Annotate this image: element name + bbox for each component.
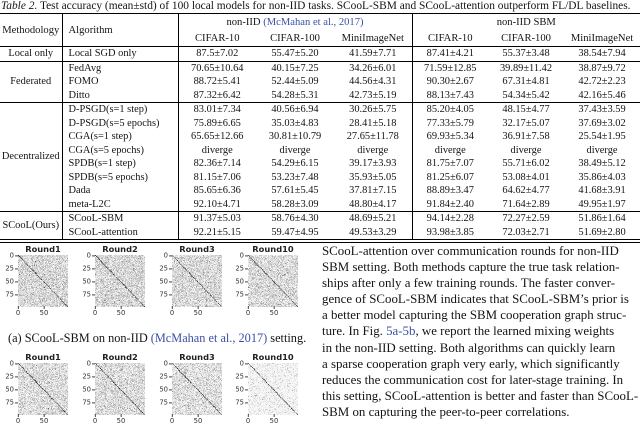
x-tick-label: 50 [193,309,203,317]
accuracy-cell: 54.28±5.31 [271,89,319,101]
accuracy-cell: 72.27±2.59 [488,212,564,226]
mixing-weights-heatmap [18,255,68,307]
algorithm-cell: meta-L2C [62,198,178,212]
panel-title: Round2 [102,244,138,254]
table-row [0,117,640,131]
y-tick-label: 75 [232,290,244,298]
accuracy-cell: 49.95±1.97 [578,198,626,210]
y-tick-label: 25 [2,372,14,380]
y-tick-label: 75 [79,398,91,406]
mixing-weights-heatmap [248,363,298,415]
accuracy-cell: 65.65±12.66 [191,131,244,142]
body-text-line [322,307,640,323]
mixing-weights-heatmap [95,255,145,307]
accuracy-cell: 81.15±7.06 [193,171,241,183]
y-tick-label: 50 [232,277,244,285]
text-span: a better model capturing the SBM cooperation graph struc- [322,308,627,323]
table-caption [1,0,640,12]
accuracy-cell: 37.81±7.15 [334,184,412,198]
table-row [0,61,640,75]
x-tick-label: 0 [92,309,98,317]
y-tick-label: 0 [2,359,14,367]
accuracy-cell: 35.93±5.05 [334,171,412,185]
dataset-header: CIFAR-10 [178,30,256,47]
accuracy-cell: 36.91±7.58 [502,131,550,142]
heatmap-panel [232,352,298,425]
text-span: in the non-IID setting. Both algorithms can quickly learn [322,340,616,355]
body-text-line [322,259,640,275]
accuracy-cell: 34.26±6.01 [334,61,412,75]
x-tick-label: 50 [269,417,279,425]
y-tick-label: 25 [79,264,91,272]
results-table-body [0,47,640,240]
accuracy-cell: 30.81±10.79 [268,131,322,142]
y-tick-label: 50 [156,385,168,393]
accuracy-cell: 88.13±7.43 [426,89,474,101]
heatmap-panel [232,244,298,317]
text-span: a sparse cooperation graph very early, which significantly [322,356,620,371]
body-text-line [322,388,640,404]
accuracy-cell: 70.65±10.64 [178,61,256,75]
accuracy-cell: 82.36±7.14 [193,158,241,169]
mixing-weights-heatmap [18,363,68,415]
algorithm-cell: FedAvg [62,61,178,75]
algorithm-cell: SCooL-attention [62,226,178,240]
x-tick-label: 0 [15,417,21,425]
accuracy-cell: 57.61±5.45 [271,185,319,196]
citation-link[interactable]: 5a-5b [386,324,416,339]
y-tick-label: 0 [232,359,244,367]
accuracy-cell: 88.89±3.47 [426,185,474,196]
accuracy-cell: diverge [279,144,311,156]
accuracy-cell: 87.41±4.21 [412,47,488,62]
body-text-line [322,291,640,307]
accuracy-cell: 92.21±5.15 [193,226,241,238]
accuracy-cell: 85.65±6.36 [193,185,241,196]
accuracy-cell: 58.76±4.30 [256,212,334,226]
table-row [0,198,640,212]
accuracy-cell: 35.03±4.83 [271,117,319,129]
y-tick-label: 0 [2,251,14,259]
accuracy-cell: 81.75±7.07 [426,158,474,169]
accuracy-cell: 71.64±2.89 [502,198,550,210]
accuracy-cell: 38.49±5.12 [578,158,626,169]
table-row [0,89,640,103]
accuracy-cell: 88.72±5.41 [193,76,241,87]
table-caption-text: Test accuracy (mean±std) of 100 local models for non-IID tasks. SCooL-SBM and SCooL-attention outperform FL/DL baselines. [37,0,631,12]
accuracy-cell: 27.65±11.78 [334,130,412,144]
y-tick-label: 25 [232,372,244,380]
methodology-cell: SCooL(Ours) [0,212,62,240]
heatmap-panel [79,244,145,317]
accuracy-cell: 87.32±6.42 [193,89,241,101]
text-span: non-IID [226,16,264,28]
heatmap-panel [2,244,68,317]
y-tick-label: 0 [156,251,168,259]
accuracy-cell: 48.15±4.77 [488,103,564,117]
accuracy-cell: 38.54±7.94 [564,47,640,62]
text-span: ture. In Fig. [322,324,387,339]
body-text-line [322,372,640,388]
text-span: SCooL-attention over communication rounds for non-IID [322,244,619,258]
accuracy-cell: 53.08±4.01 [502,171,550,183]
accuracy-cell: 42.16±5.46 [578,89,626,101]
body-text-line [322,356,640,372]
table-caption-label: Table 2. [1,0,38,12]
results-table-wrapper [0,13,640,243]
panel-title: Round10 [252,244,294,254]
accuracy-cell: diverge [201,144,233,156]
panel-title: Round3 [179,352,215,362]
panel-title: Round1 [25,352,61,362]
dataset-header: MiniImageNet [334,30,412,47]
table-row [0,212,640,226]
body-text-line [322,275,640,291]
table-row [0,184,640,198]
heatmap-panel [79,352,145,425]
accuracy-cell: 42.73±5.19 [334,89,412,103]
accuracy-cell: 92.10±4.71 [193,198,241,210]
accuracy-cell: 40.56±6.94 [256,103,334,117]
accuracy-cell: 87.5±7.02 [178,47,256,62]
mixing-weights-heatmap [248,255,298,307]
panel-title: Round3 [179,244,215,254]
y-tick-label: 25 [2,264,14,272]
y-tick-label: 25 [156,372,168,380]
accuracy-cell: diverge [586,144,618,156]
x-tick-label: 0 [245,417,251,425]
accuracy-cell: 77.33±5.79 [426,117,474,129]
table-row [0,130,640,144]
table-row [0,144,640,158]
accuracy-cell: 40.15±7.25 [256,61,334,75]
accuracy-cell: 72.03±2.71 [502,226,550,238]
y-tick-label: 75 [232,398,244,406]
accuracy-cell: 75.89±6.65 [193,117,241,129]
accuracy-cell: 48.69±5.21 [334,212,412,226]
accuracy-cell: 51.69±2.80 [578,226,626,238]
y-tick-label: 50 [79,277,91,285]
dataset-header: CIFAR-10 [412,30,488,47]
body-text-line [322,404,640,420]
y-tick-label: 0 [232,251,244,259]
accuracy-cell: 39.17±3.93 [334,157,412,171]
accuracy-cell: 32.17±5.07 [502,117,550,129]
table-row [0,157,640,171]
algorithm-cell: Ditto [62,89,178,103]
group-header-noniid-sbm [412,14,640,31]
accuracy-cell: 54.29±6.15 [271,158,319,169]
body-text-line [322,243,640,259]
accuracy-cell: 85.20±4.05 [412,103,488,117]
text-span: (a) SCooL-SBM on non-IID [8,331,151,345]
x-tick-label: 50 [39,417,49,425]
accuracy-cell: 48.80±4.17 [334,198,412,212]
accuracy-cell: 83.01±7.34 [178,103,256,117]
figure-row-sbm-noniid-sbm [0,352,320,432]
text-span: ships after only a few training rounds. The faster conver- [322,276,616,291]
accuracy-cell: 94.14±2.28 [412,212,488,226]
algorithm-cell: CGA(s=1 step) [62,130,178,144]
accuracy-cell: 44.56±4.31 [334,75,412,89]
accuracy-cell: 69.93±5.34 [426,131,474,142]
methodology-cell: Federated [0,61,62,103]
accuracy-cell: 81.25±6.07 [426,171,474,183]
accuracy-cell: 49.53±3.29 [334,226,412,240]
algorithm-cell: D-PSGD(s=1 step) [62,103,178,117]
x-tick-label: 50 [193,417,203,425]
accuracy-cell: 28.41±5.18 [334,117,412,131]
algorithm-cell: Dada [62,184,178,198]
x-tick-label: 0 [92,417,98,425]
accuracy-cell: 64.62±4.77 [502,185,550,196]
table-row [0,47,640,62]
panel-title: Round2 [102,352,138,362]
accuracy-cell: diverge [434,144,466,156]
heatmap-panel [156,244,222,317]
methodology-cell: Local only [0,47,62,62]
dataset-header: CIFAR-100 [256,30,334,47]
y-tick-label: 75 [2,290,14,298]
x-tick-label: 50 [116,309,126,317]
x-tick-label: 0 [245,309,251,317]
y-tick-label: 0 [79,359,91,367]
results-table [0,13,640,240]
citation-link[interactable]: (McMahan et al., 2017) [150,331,268,345]
text-span: this setting, SCooL-attention is better and faster than SCooL- [322,388,639,403]
x-tick-label: 0 [15,309,21,317]
y-tick-label: 75 [79,290,91,298]
text-span: SBM on capturing the peer-to-peer correlations. [322,404,570,419]
methodology-header: Methodology [0,14,62,47]
text-span: SBM setting. Both methods capture the true task relation- [322,260,620,275]
algorithm-cell: SPDB(s=1 step) [62,157,178,171]
accuracy-cell: 67.31±4.81 [502,76,550,87]
dataset-header: CIFAR-100 [488,30,564,47]
x-tick-label: 0 [169,309,175,317]
table-header-row-groups [0,14,640,31]
text-span: , we report the learned mixing weights [415,324,615,339]
accuracy-cell: 59.47±4.95 [271,226,319,238]
text-span: setting. [267,331,307,345]
accuracy-cell: 71.59±12.85 [412,61,488,75]
body-text-column [322,243,640,420]
accuracy-cell: 30.26±5.75 [334,103,412,117]
dataset-header: MiniImageNet [564,30,640,47]
accuracy-cell: 90.30±2.67 [426,76,474,87]
x-tick-label: 50 [39,309,49,317]
accuracy-cell: 41.68±3.91 [578,185,626,196]
panel-title: Round1 [25,244,61,254]
text-span: non-IID SBM [496,16,556,28]
accuracy-cell: 55.37±3.48 [488,47,564,62]
y-tick-label: 50 [232,385,244,393]
y-tick-label: 0 [79,251,91,259]
mixing-weights-heatmap [172,255,222,307]
accuracy-cell: 91.84±2.40 [426,198,474,210]
algorithm-cell: CGA(s=5 epochs) [62,144,178,158]
accuracy-cell: diverge [510,144,542,156]
algorithm-cell: D-PSGD(s=5 epochs) [62,117,178,131]
accuracy-cell: 51.86±1.64 [564,212,640,226]
y-tick-label: 50 [156,277,168,285]
algorithm-cell: FOMO [62,75,178,89]
y-tick-label: 50 [2,385,14,393]
y-tick-label: 25 [79,372,91,380]
accuracy-cell: 55.47±5.20 [256,47,334,62]
table-row [0,171,640,185]
accuracy-cell: 91.37±5.03 [178,212,256,226]
y-tick-label: 25 [156,264,168,272]
mixing-weights-heatmap [95,363,145,415]
text-span: gence of SCooL-SBM indicates that SCooL-SBM’s prior is [322,292,629,307]
y-tick-label: 50 [79,385,91,393]
x-tick-label: 0 [169,417,175,425]
accuracy-cell: 42.72±2.23 [578,76,626,87]
table-row [0,103,640,117]
y-tick-label: 75 [2,398,14,406]
y-tick-label: 75 [156,290,168,298]
body-text-line [322,323,640,339]
accuracy-cell: 52.44±5.09 [271,76,319,87]
accuracy-cell: 41.59±7.71 [334,47,412,62]
accuracy-cell: 37.69±3.02 [578,117,626,129]
figure-row-sbm-noniid [0,244,320,324]
accuracy-cell: 53.23±7.48 [271,171,319,183]
group-header-noniid [178,14,412,31]
table-row [0,75,640,89]
algorithm-header: Algorithm [62,14,178,47]
citation-link[interactable]: (McMahan et al., 2017) [263,16,364,28]
y-tick-label: 50 [2,277,14,285]
table-row [0,226,640,240]
accuracy-cell: 54.34±5.42 [502,89,550,101]
accuracy-cell: 58.28±3.09 [271,198,319,210]
accuracy-cell: 93.98±3.85 [426,226,474,238]
heatmap-panel [156,352,222,425]
mixing-weights-heatmap [172,363,222,415]
body-text-line [322,340,640,356]
text-span: reduces the communication cost for later-stage training. In [322,372,624,387]
accuracy-cell: 37.43±3.59 [564,103,640,117]
y-tick-label: 0 [156,359,168,367]
accuracy-cell: 39.89±11.42 [488,61,564,75]
algorithm-cell: Local SGD only [62,47,178,62]
accuracy-cell: 35.86±4.03 [578,171,626,183]
accuracy-cell: 55.71±6.02 [502,158,550,169]
figure-caption-a [8,331,338,346]
y-tick-label: 75 [156,398,168,406]
accuracy-cell: diverge [334,144,412,158]
accuracy-cell: 25.54±1.95 [578,131,626,142]
x-tick-label: 50 [269,309,279,317]
methodology-cell: Decentralized [0,103,62,212]
y-tick-label: 25 [232,264,244,272]
panel-title: Round10 [252,352,294,362]
algorithm-cell: SPDB(s=5 epochs) [62,171,178,185]
heatmap-panel [2,352,68,425]
accuracy-cell: 38.87±9.72 [564,61,640,75]
x-tick-label: 50 [116,417,126,425]
algorithm-cell: SCooL-SBM [62,212,178,226]
